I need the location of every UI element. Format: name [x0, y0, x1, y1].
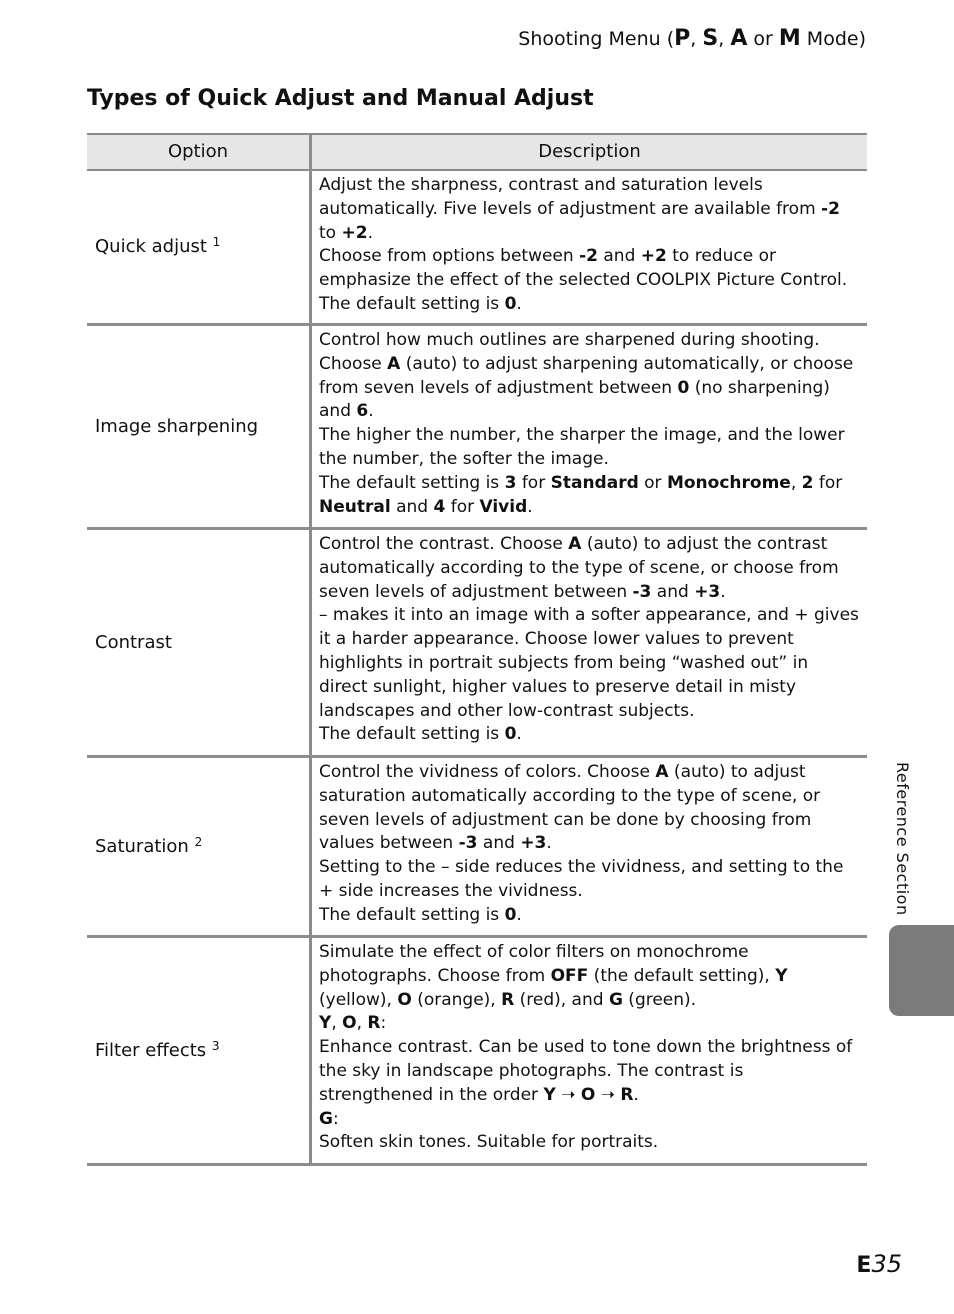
- table-row: [87, 757, 867, 937]
- description-cell: [311, 937, 868, 1165]
- mode-m-icon: M: [778, 26, 801, 51]
- option-cell: [87, 529, 311, 757]
- desc-text: (red), and: [514, 989, 609, 1010]
- desc-value: -2: [821, 198, 840, 219]
- arrow-icon: ➝: [555, 1084, 581, 1105]
- desc-text: for: [516, 472, 551, 493]
- desc-text: (the default setting),: [588, 965, 776, 986]
- desc-text: for: [445, 496, 480, 517]
- desc-value: 0: [504, 293, 517, 314]
- desc-text: (orange),: [411, 989, 502, 1010]
- option-cell: [87, 757, 311, 937]
- desc-value: 0: [504, 904, 517, 925]
- desc-value: Monochrome: [666, 472, 791, 493]
- desc-text: (auto) to adjust the contrast automatically according to the type of scene, or choose from seven levels of adjustment between: [319, 534, 839, 602]
- desc-text: .: [546, 833, 552, 854]
- desc-text: to reduce or emphasize the effect of the selected COOLPIX Picture Control.: [319, 246, 848, 291]
- option-cell: [87, 325, 311, 529]
- desc-text: for: [813, 472, 843, 493]
- description-cell: [311, 170, 868, 325]
- desc-value: R: [620, 1084, 634, 1105]
- desc-value: G: [608, 989, 623, 1010]
- desc-text: Control the contrast. Choose: [319, 534, 569, 554]
- desc-text: (yellow),: [319, 989, 398, 1010]
- adjust-options-table: [87, 133, 867, 1166]
- page-number-value: 35: [871, 1250, 902, 1278]
- page-number: [856, 1250, 902, 1278]
- desc-value: +2: [640, 246, 667, 267]
- desc-value: Y: [543, 1084, 556, 1105]
- desc-value: -3: [458, 833, 478, 854]
- desc-value: Y: [319, 1013, 332, 1034]
- description-cell: [311, 757, 868, 937]
- desc-text: Choose: [319, 353, 388, 374]
- desc-value: A: [655, 762, 669, 782]
- option-label: Contrast: [95, 631, 172, 653]
- desc-value: O: [342, 1013, 357, 1034]
- desc-value: O: [580, 1084, 596, 1105]
- desc-value: Y: [775, 965, 788, 986]
- desc-text: (auto) to adjust sharpening automatically, or choose from seven levels of adjustment between: [319, 353, 854, 398]
- desc-text: and: [390, 496, 434, 517]
- desc-text: (green).: [622, 989, 697, 1010]
- desc-text: and: [597, 246, 641, 267]
- desc-text: .: [516, 904, 522, 925]
- desc-value: 3: [504, 472, 517, 493]
- desc-text: ,: [790, 472, 802, 493]
- desc-value: +3: [520, 833, 547, 854]
- desc-value: +2: [341, 222, 368, 243]
- desc-value: 2: [801, 472, 814, 493]
- mode-p-icon: P: [674, 26, 691, 51]
- desc-value: -2: [579, 246, 598, 267]
- header-suffix: Mode): [800, 28, 866, 50]
- desc-value: A: [387, 353, 401, 374]
- header-prefix: Shooting Menu (: [518, 28, 675, 50]
- desc-value: -3: [632, 581, 652, 602]
- desc-text: .: [368, 401, 374, 422]
- reference-e-icon: E: [856, 1253, 872, 1278]
- desc-text: Setting to the – side reduces the vividness, and setting to the + side increases the vividness.: [319, 857, 844, 901]
- desc-value: R: [501, 989, 515, 1010]
- desc-text: .: [527, 496, 533, 517]
- desc-text: The default setting is: [319, 293, 505, 314]
- desc-text: The higher the number, the sharper the image, and the lower the number, the softer the image.: [319, 425, 845, 469]
- description-cell: [311, 529, 868, 757]
- desc-text: :: [380, 1013, 387, 1034]
- option-label: Saturation: [95, 835, 189, 857]
- desc-text: .: [516, 293, 522, 314]
- desc-text: .: [720, 581, 726, 602]
- desc-text: .: [516, 724, 522, 745]
- desc-value: 0: [504, 724, 517, 745]
- desc-text: and: [477, 833, 521, 854]
- section-tab: [889, 925, 954, 1016]
- desc-text: (no sharpening) and: [319, 377, 830, 422]
- desc-text: – makes it into an image with a softer appearance, and + gives it a harder appearance. Choose lower values to prevent highlights in portrait subjects from being “washed out” in direct sunlight, higher values to preserve detail in misty landscapes and other low-contrast subjects.: [319, 605, 859, 721]
- desc-text: to: [319, 222, 342, 243]
- mode-s-icon: S: [702, 26, 719, 51]
- desc-text: The default setting is: [319, 472, 505, 493]
- arrow-icon: ➝: [595, 1084, 621, 1105]
- header-sep-2: ,: [718, 28, 731, 50]
- desc-value: OFF: [550, 965, 589, 986]
- desc-text: and: [651, 581, 695, 602]
- desc-value: A: [568, 534, 582, 554]
- desc-value: G: [319, 1108, 333, 1129]
- desc-text: Adjust the sharpness, contrast and saturation levels automatically. Five levels of adjustment are available from: [319, 175, 822, 219]
- option-label: Quick adjust: [95, 236, 207, 258]
- option-label: Image sharpening: [95, 415, 259, 437]
- desc-value: 4: [433, 496, 446, 517]
- desc-text: ,: [356, 1013, 368, 1034]
- column-header-option: Option: [87, 134, 311, 170]
- desc-text: Soften skin tones. Suitable for portraits.: [319, 1132, 659, 1153]
- desc-text: Choose from options between: [319, 246, 580, 267]
- desc-text: (auto) to adjust saturation automatically according to the type of scene, or seven levels of adjustment can be done by choosing from values between: [319, 762, 821, 854]
- desc-value: 0: [677, 377, 690, 398]
- desc-value: O: [397, 989, 412, 1010]
- mode-a-icon: A: [730, 26, 748, 51]
- footnote-ref: 1: [212, 235, 221, 250]
- option-cell: [87, 170, 311, 325]
- table-row: [87, 325, 867, 529]
- running-header: [518, 26, 866, 51]
- column-header-description: Description: [311, 134, 868, 170]
- option-cell: [87, 937, 311, 1165]
- desc-text: Control the vividness of colors. Choose: [319, 762, 656, 782]
- desc-value: Standard: [550, 472, 639, 493]
- option-label: Filter effects: [95, 1039, 207, 1061]
- desc-value: 6: [356, 401, 369, 422]
- desc-value: R: [367, 1013, 381, 1034]
- desc-text: ,: [331, 1013, 343, 1034]
- desc-text: The default setting is: [319, 904, 505, 925]
- desc-value: Neutral: [319, 496, 391, 517]
- header-or: or: [747, 28, 779, 50]
- footnote-ref: 3: [211, 1038, 220, 1053]
- desc-text: .: [367, 222, 373, 243]
- table-header-row: [87, 134, 867, 170]
- description-cell: [311, 325, 868, 529]
- desc-text: :: [332, 1108, 339, 1129]
- header-sep-1: ,: [690, 28, 703, 50]
- table-row: [87, 170, 867, 325]
- table-row: [87, 529, 867, 757]
- desc-value: Vivid: [479, 496, 528, 517]
- footnote-ref: 2: [194, 834, 203, 849]
- section-title: Types of Quick Adjust and Manual Adjust: [87, 86, 594, 111]
- desc-text: The default setting is: [319, 724, 505, 745]
- desc-text: or: [638, 472, 667, 493]
- desc-value: +3: [694, 581, 721, 602]
- table-row: [87, 937, 867, 1165]
- desc-text: Enhance contrast. Can be used to tone down the brightness of the sky in landscape photographs. The contrast is strengthened in the order: [319, 1037, 853, 1105]
- desc-text: Control how much outlines are sharpened during shooting.: [319, 330, 820, 350]
- desc-text: .: [633, 1084, 639, 1105]
- desc-text: Simulate the effect of color filters on monochrome photographs. Choose from: [319, 942, 749, 986]
- side-section-label: Reference Section: [893, 762, 912, 916]
